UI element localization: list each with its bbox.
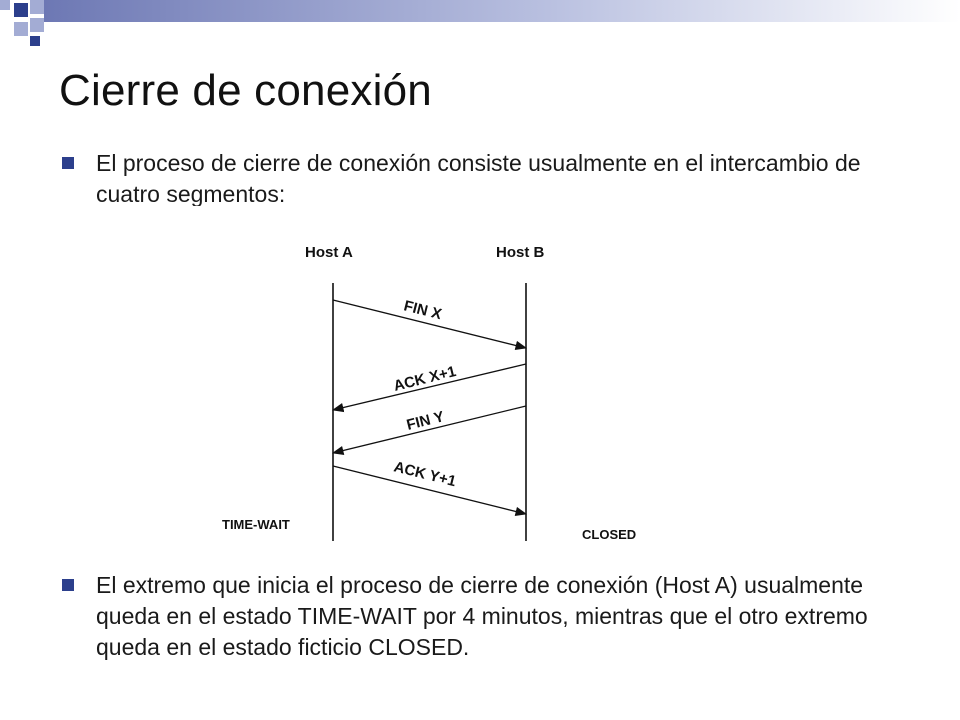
bullet-item (62, 570, 912, 663)
slide-title: Cierre de conexión (59, 66, 432, 115)
bullet-text: El proceso de cierre de conexión consiste usualmente en el intercambio de cuatro segmentos: (96, 150, 861, 206)
host-b-label: Host B (496, 244, 545, 261)
bullet-text: El extremo que inicia el proceso de cierre de conexión (Host A) usualmente queda en el estado TIME-WAIT por 4 minutos, mientras que el otro extremo queda en el estado ficticio CLOSED. (96, 572, 868, 660)
message-label-fin-x: FIN X (402, 297, 444, 324)
host-a-label: Host A (305, 244, 353, 261)
state-label-time-wait: TIME-WAIT (222, 517, 290, 532)
state-label-closed: CLOSED (582, 527, 637, 542)
message-label-ack-x1: ACK X+1 (391, 362, 458, 395)
message-label-fin-y: FIN Y (404, 408, 446, 434)
message-label-ack-y1: ACK Y+1 (392, 458, 458, 491)
bullet-square-icon (62, 579, 74, 591)
